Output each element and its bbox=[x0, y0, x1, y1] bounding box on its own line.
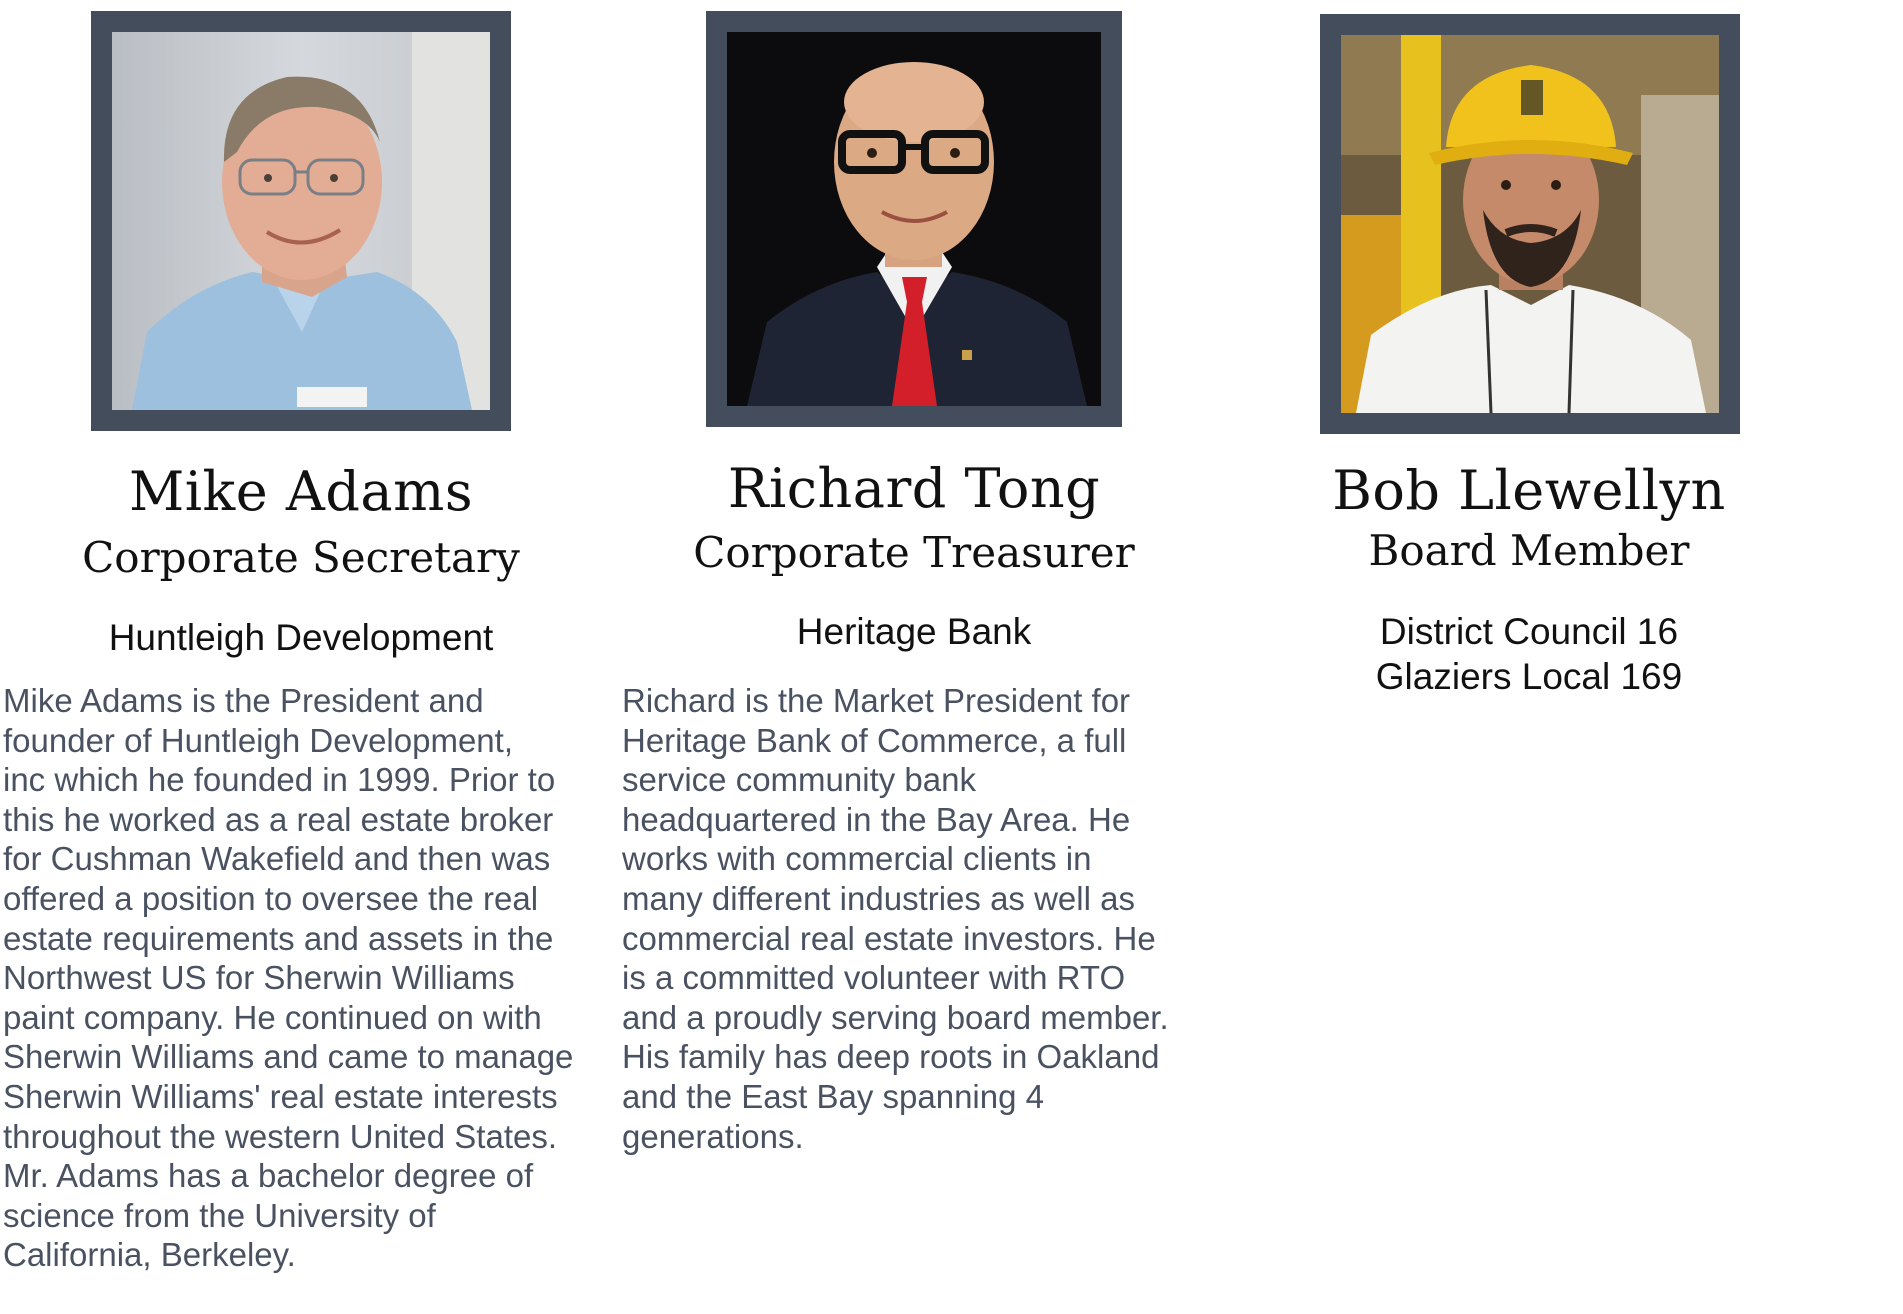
member-name: Richard Tong bbox=[727, 457, 1101, 520]
member-role: Corporate Treasurer bbox=[693, 528, 1135, 577]
member-organization: Huntleigh Development bbox=[108, 617, 494, 658]
portrait-photo-bob-llewellyn bbox=[1341, 35, 1719, 413]
member-role: Board Member bbox=[1368, 526, 1690, 575]
member-bio: Richard is the Market President for Heritage Bank of Commerce, a full service community bank headquartered in the Bay Area. He works with commercial clients in many different industries as well as commercial real estate investors. He is a committed volunteer with RTO and a proudly serving board member. His family has deep roots in Oakland and the East Bay spanning 4 generations. bbox=[622, 682, 1169, 1155]
portrait-photo-richard-tong bbox=[727, 32, 1101, 406]
member-name: Mike Adams bbox=[128, 460, 474, 523]
portrait-photo-mike-adams bbox=[112, 32, 490, 410]
member-name: Bob Llewellyn bbox=[1332, 459, 1726, 522]
member-organization: District Council 16 Glaziers Local 169 bbox=[1375, 611, 1683, 697]
member-organization: Heritage Bank bbox=[796, 611, 1032, 652]
member-role: Corporate Secretary bbox=[82, 533, 520, 582]
member-bio: Mike Adams is the President and founder of Huntleigh Development, inc which he founded in 1999. Prior to this he worked as a real estate broker for Cushman Wakefield and then was offered a position to oversee the real estate requirements and assets in the Northwest US for Sherwin Williams paint company. He continued on with Sherwin Williams and came to manage Sherwin Williams' real estate interests throughout the western United States. Mr. Adams has a bachelor degree of science from the University of California, Berkeley. bbox=[3, 682, 574, 1274]
